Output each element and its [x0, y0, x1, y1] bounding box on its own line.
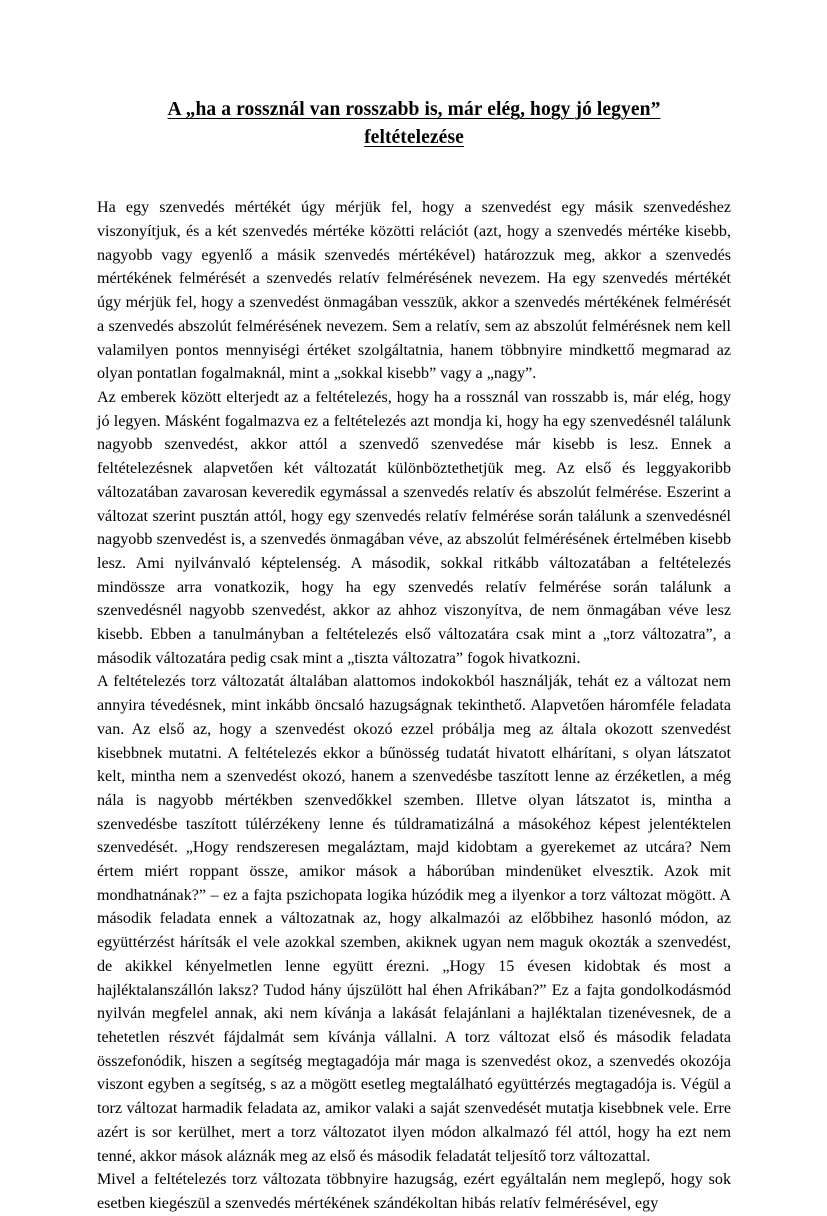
- body-paragraph-1: Ha egy szenvedés mértékét úgy mérjük fel, hogy a szenvedést egy másik szenvedéshez viszonyítjuk, és a két szenvedés mértéke közötti relációt (azt, hogy a szenvedés mértéke kisebb, nagyobb vagy egyenlő a másik szenvedés mértékével) határozzuk meg, akkor a szenvedés mértékének felmérését a szenvedés relatív felmérésének nevezem. Ha egy szenvedés mértékét úgy mérjük fel, hogy a szenvedést önmagában vesszük, akkor a szenvedés mértékének felmérését a szenvedés abszolút felmérésének nevezem. Sem a relatív, sem az abszolút felmérésnek nem kell valamilyen pontos mennyiségi értéket szolgáltatnia, hanem többnyire mindkettő megmarad az olyan pontatlan fogalmaknál, mint a „sokkal kisebb” vagy a „nagy”.: [97, 199, 731, 383]
- title-spacer: [97, 151, 731, 196]
- body-paragraph-3: A feltételezés torz változatát általában alattomos indokokból használják, tehát ez a változat nem annyira tévedésnek, mint inkább öncsaló hazugságnak tekinthető. Alapvetően háromféle feladata van. Az első az, hogy a szenvedést okozó ezzel próbálja meg az általa okozott szenvedést kisebbnek mutatni. A feltételezés ekkor a bűnösség tudatát hivatott elhárítani, s olyan látszatot kelt, mintha nem a szenvedést okozó, hanem a szenvedésbe taszított lenne az érzéketlen, a még nála is nagyobb mértékben szenvedőkkel szemben. Illetve olyan látszatot is, mintha a szenvedésbe taszított túlérzékeny lenne és túldramatizálná a másokéhoz képest jelentéktelen szenvedését. „Hogy rendszeresen megaláztam, majd kidobtam a gyerekemet az utcára? Nem értem miért roppant össze, amikor mások a háborúban mindenüket elvesztik. Azok mit mondhatnának?” – ez a fajta pszichopata logika húzódik meg a ilyenkor a torz változat mögött. A második feladata ennek a változatnak az, hogy alkalmazói az előbbihez hasonló módon, az együttérzést hárítsák el vele azokkal szemben, akiknek ugyan nem maguk okozták a szenvedést, de akikkel kényelmetlen lenne együtt érezni. „Hogy 15 évesen kidobtak és most a hajléktalanszállón laksz? Tudod hány újszülött hal éhen Afrikában?” Ez a fajta gondolkodásmód nyilván megfelel annak, aki nem kívánja a lakását felajánlani a hajléktalan tizenévesnek, de a tehetetlen részvét fájdalmát sem kívánja vállalni. A torz változat első és második feladata összefonódik, hiszen a segítség megtagadója már maga is szenvedést okoz, a szenvedés okozója viszont egyben a segítség, s az a mögött esetleg megtalálható együttérzés megtagadója is. Végül a torz változat harmadik feladata az, amikor valaki a saját szenvedését mutatja kisebbnek vele. Erre azért is sor kerülhet, mert a torz változatot ilyen módon alkalmazó fél attól, hogy ha ezt nem tenné, akkor mások aláznák meg az első és második feladatát teljesítő torz változattal.: [97, 673, 731, 1165]
- page-title: [97, 96, 731, 151]
- body-paragraph-4: Mivel a feltételezés torz változata többnyire hazugság, ezért egyáltalán nem meglepő, hogy sok esetben kiegészül a szenvedés mértékének szándékoltan hibás relatív felmérésével, egy: [97, 1171, 731, 1212]
- document-body: [97, 96, 731, 1216]
- body-paragraph-2: Az emberek között elterjedt az a feltételezés, hogy ha a rossznál van rosszabb is, már elég, hogy jó legyen. Másként fogalmazva ez a feltételezés azt mondja ki, hogy ha egy szenvedésnél találunk nagyobb szenvedést, akkor attól a szenvedő szenvedése már kisebb is lesz. Ennek a feltételezésnek alapvetően két változatát különböztethetjük meg. Az első és leggyakoribb változatában zavarosan keveredik egymással a szenvedés relatív és abszolút felmérése. Eszerint a változat szerint pusztán attól, hogy egy szenvedés relatív felmérése során találunk a szenvedésnél nagyobb szenvedést is, a szenvedés önmagában véve, az abszolút felmérésének értelmében kisebb lesz. Ami nyilvánvaló képtelenség. A második, sokkal ritkább változatában a feltételezés mindössze arra vonatkozik, hogy ha egy szenvedés relatív felmérése során találunk a szenvedésnél nagyobb szenvedést, akkor az ahhoz viszonyítva, de nem önmagában véve lesz kisebb. Ebben a tanulmányban a feltételezés első változatára csak mint a „torz változatra”, a második változatára pedig csak mint a „tiszta változatra” fogok hivatkozni.: [97, 389, 731, 667]
- page-title-line-1: A „ha a rossznál van rosszabb is, már elég, hogy jó legyen”: [167, 99, 661, 120]
- page-title-line-2: feltételezése: [364, 126, 464, 148]
